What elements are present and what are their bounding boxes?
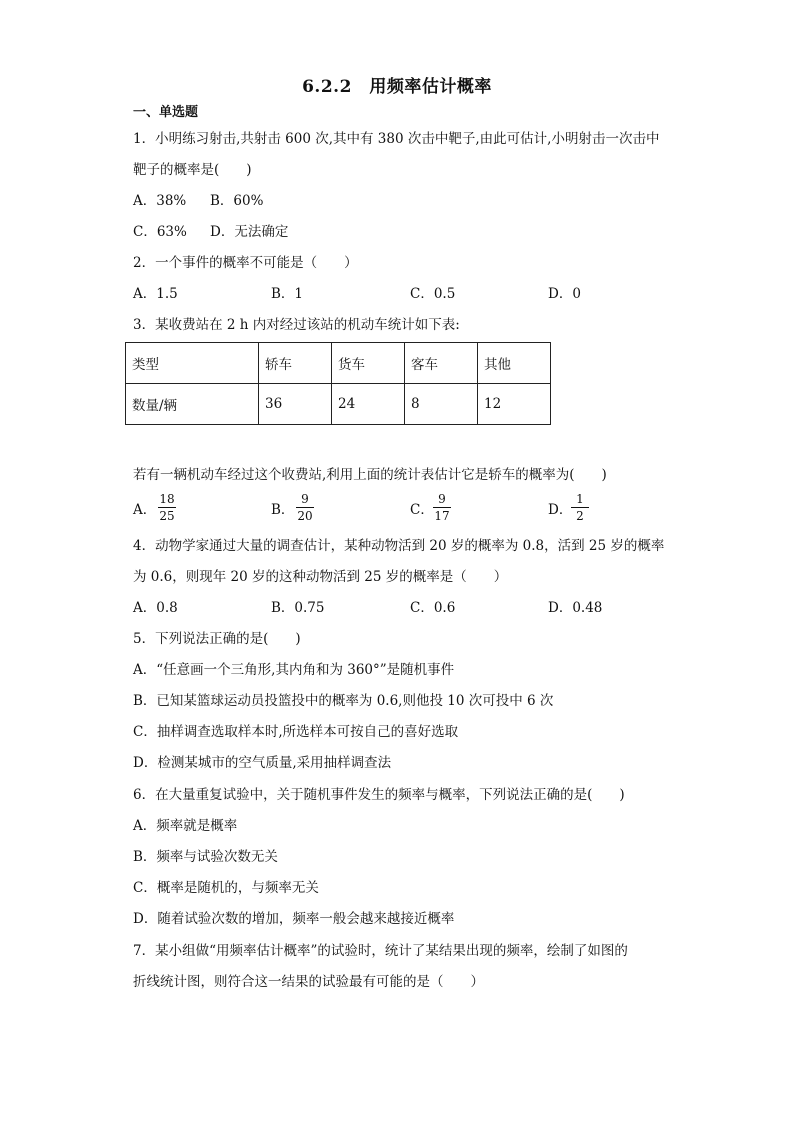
fraction-denominator: 17 bbox=[434, 509, 450, 523]
q3-option-a-label: A． bbox=[133, 502, 157, 518]
q2-stem: 2．一个事件的概率不可能是（ ） bbox=[133, 255, 358, 271]
q5-option-d: D．检测某城市的空气质量,采用抽样调查法 bbox=[133, 755, 392, 771]
table-cell: 轿车 bbox=[259, 343, 332, 384]
q1-stem-line2: 靶子的概率是( ) bbox=[133, 162, 252, 178]
q3-option-c-label: C． bbox=[410, 502, 434, 518]
q1-stem-line1: 1．小明练习射击,共射击 600 次,其中有 380 次击中靶子,由此可估计,小明射击一次击中 bbox=[133, 131, 660, 147]
q1-option-a: A．38% bbox=[133, 193, 187, 209]
fraction-denominator: 20 bbox=[297, 509, 313, 523]
fraction-numerator: 9 bbox=[438, 492, 446, 506]
q3-option-d-fraction bbox=[571, 492, 589, 523]
fraction-bar bbox=[158, 507, 176, 508]
fraction-denominator: 2 bbox=[576, 509, 584, 523]
q3-stem: 3．某收费站在 2 h 内对经过该站的机动车统计如下表: bbox=[133, 317, 460, 333]
table-row bbox=[126, 384, 551, 425]
table-cell: 8 bbox=[405, 384, 478, 425]
q5-option-a: A．“任意画一个三角形,其内角和为 360°”是随机事件 bbox=[133, 662, 455, 678]
q5-option-b: B．已知某篮球运动员投篮投中的概率为 0.6,则他投 10 次可投中 6 次 bbox=[133, 693, 554, 709]
q3-question: 若有一辆机动车经过这个收费站,利用上面的统计表估计它是轿车的概率为( ) bbox=[133, 467, 607, 483]
q6-stem: 6．在大量重复试验中，关于随机事件发生的频率与概率，下列说法正确的是( ) bbox=[133, 787, 625, 803]
q4-option-b: B．0.75 bbox=[271, 600, 325, 616]
q4-option-d: D．0.48 bbox=[548, 600, 603, 616]
q2-option-d: D．0 bbox=[548, 286, 581, 302]
fraction-numerator: 1 bbox=[576, 492, 584, 506]
page-title: 6.2.2 用频率估计概率 bbox=[302, 77, 492, 97]
q7-stem-line1: 7．某小组做“用频率估计概率”的试验时，统计了某结果出现的频率，绘制了如图的 bbox=[133, 943, 628, 959]
q4-option-c: C．0.6 bbox=[410, 600, 456, 616]
q3-option-b-fraction bbox=[296, 492, 314, 523]
section-heading: 一、单选题 bbox=[133, 105, 199, 120]
q3-option-c-fraction bbox=[433, 492, 451, 523]
q3-option-a-fraction bbox=[158, 492, 176, 523]
q7-stem-line2: 折线统计图，则符合这一结果的试验最有可能的是（ ） bbox=[133, 974, 484, 990]
vehicle-stats-table bbox=[125, 342, 551, 425]
q3-option-d-label: D． bbox=[548, 502, 573, 518]
q3-option-b-label: B． bbox=[271, 502, 295, 518]
q1-option-c: C．63% bbox=[133, 224, 187, 240]
fraction-bar bbox=[571, 507, 589, 508]
table-header-row bbox=[126, 343, 551, 384]
q4-stem-line1: 4．动物学家通过大量的调查估计，某种动物活到 20 岁的概率为 0.8，活到 25 岁的概率 bbox=[133, 538, 665, 554]
table-cell: 其他 bbox=[478, 343, 551, 384]
q5-option-c: C．抽样调查选取样本时,所选样本可按自己的喜好选取 bbox=[133, 724, 459, 740]
table-cell: 货车 bbox=[332, 343, 405, 384]
q2-option-b: B．1 bbox=[271, 286, 304, 302]
table-cell: 12 bbox=[478, 384, 551, 425]
q4-stem-line2: 为 0.6，则现年 20 岁的这种动物活到 25 岁的概率是（ ） bbox=[133, 569, 508, 585]
fraction-numerator: 9 bbox=[301, 492, 309, 506]
q6-option-c: C．概率是随机的，与频率无关 bbox=[133, 880, 319, 896]
table-cell: 24 bbox=[332, 384, 405, 425]
table-cell: 数量/辆 bbox=[126, 384, 259, 425]
q5-stem: 5．下列说法正确的是( ) bbox=[133, 631, 301, 647]
fraction-bar bbox=[433, 507, 451, 508]
q4-option-a: A．0.8 bbox=[133, 600, 178, 616]
fraction-bar bbox=[296, 507, 314, 508]
q6-option-a: A．频率就是概率 bbox=[133, 818, 238, 834]
q1-option-d: D．无法确定 bbox=[210, 224, 289, 240]
table-cell: 36 bbox=[259, 384, 332, 425]
q2-option-a: A．1.5 bbox=[133, 286, 178, 302]
q6-option-b: B．频率与试验次数无关 bbox=[133, 849, 278, 865]
table-cell: 客车 bbox=[405, 343, 478, 384]
fraction-numerator: 18 bbox=[159, 492, 175, 506]
fraction-denominator: 25 bbox=[159, 509, 175, 523]
q6-option-d: D．随着试验次数的增加，频率一般会越来越接近概率 bbox=[133, 911, 455, 927]
table-cell: 类型 bbox=[126, 343, 259, 384]
q1-option-b: B．60% bbox=[210, 193, 264, 209]
q2-option-c: C．0.5 bbox=[410, 286, 456, 302]
